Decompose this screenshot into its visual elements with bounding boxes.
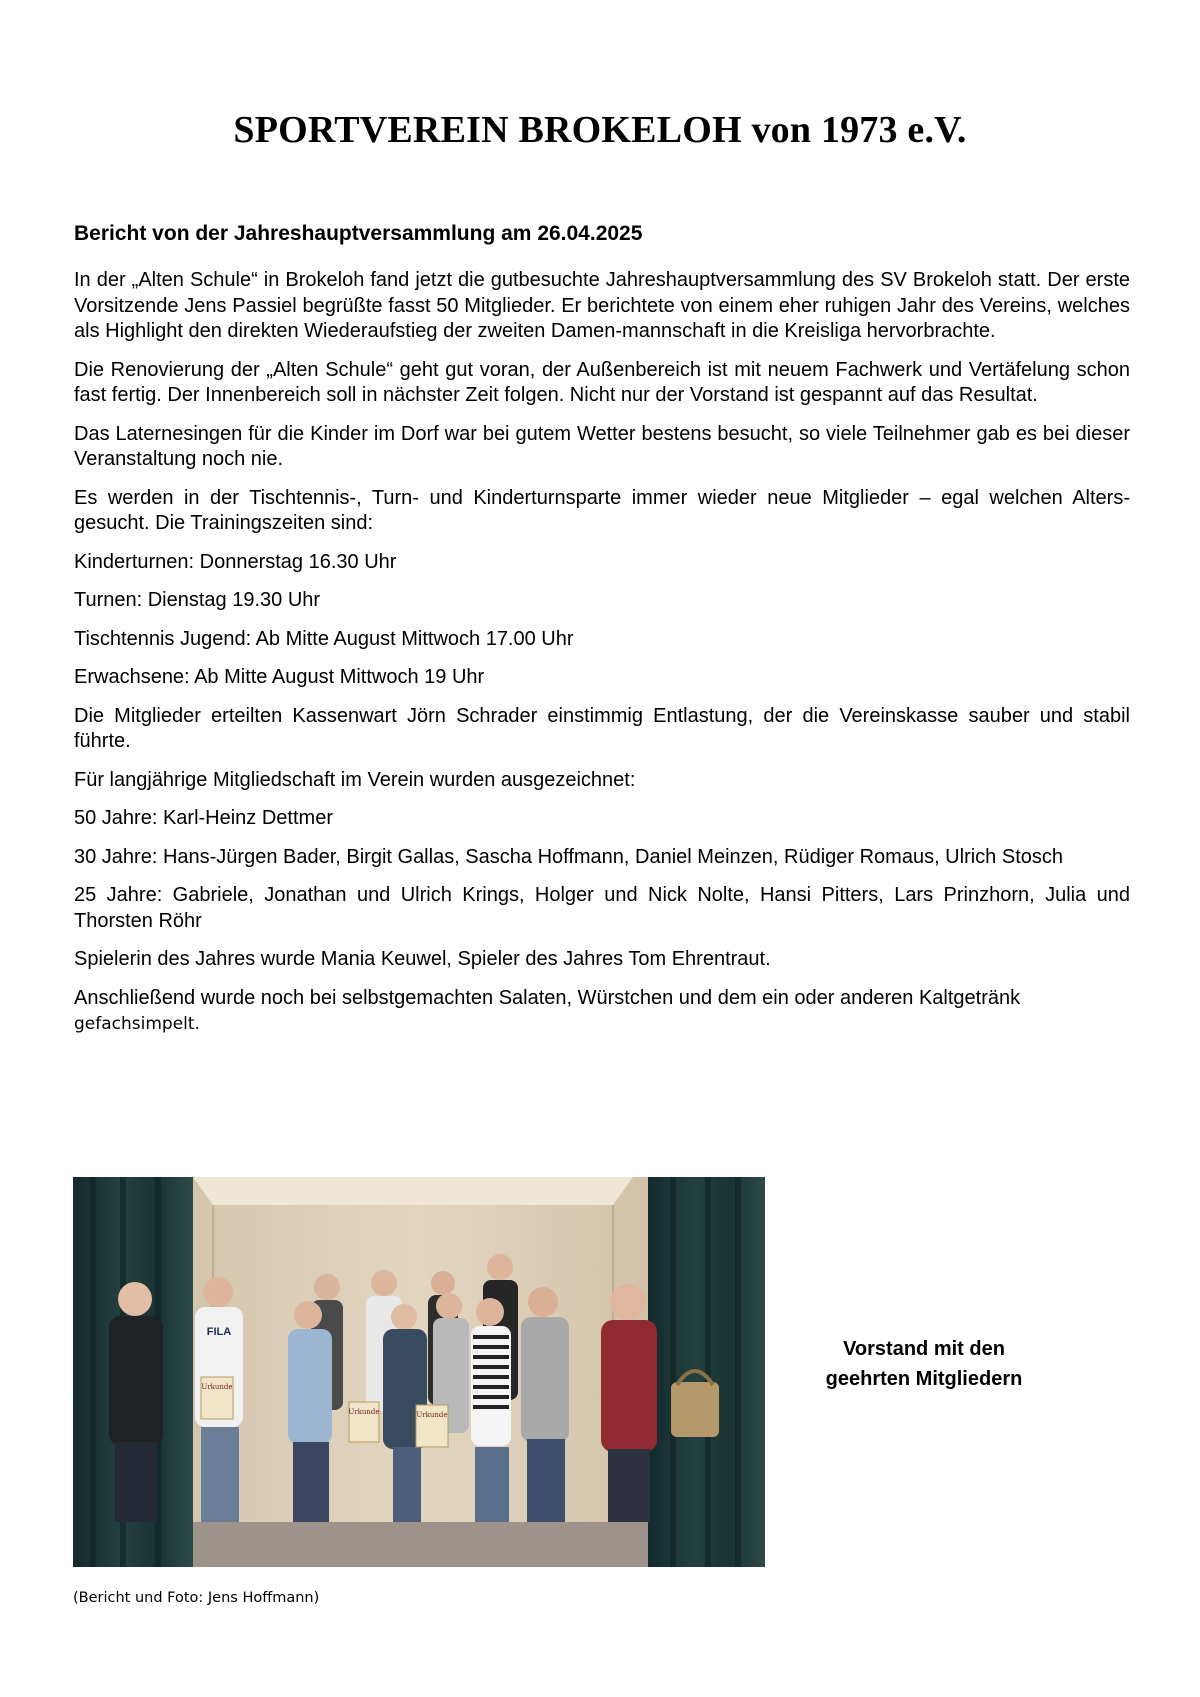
certificate-label: Urkunde: [201, 1383, 233, 1391]
honors-50-years: 50 Jahre: Karl-Heinz Dettmer: [74, 807, 333, 829]
page-title: SPORTVEREIN BROKELOH von 1973 e.V.: [233, 109, 967, 151]
paragraph-treasurer: Die Mitglieder erteilten Kassenwart Jörn Schrader einstimmig Entlastung, der die Vereinskasse sauber und stabil führte.: [74, 704, 1130, 752]
training-time-kinderturnen: Kinderturnen: Donnerstag 16.30 Uhr: [74, 550, 397, 573]
photo-credit: (Bericht und Foto: Jens Hoffmann): [73, 1590, 320, 1606]
certificate-label: Urkunde: [348, 1408, 380, 1416]
photo-caption-line-1: Vorstand mit den: [843, 1338, 1005, 1360]
paragraph-lantern-singing: Das Laternesingen für die Kinder im Dorf war bei gutem Wetter bestens besucht, so viele Teilnehmer gab es bei dieser Veranstaltung noch nie.: [74, 422, 1130, 470]
paragraph-closing: [74, 986, 1130, 1038]
report-body: [74, 268, 1130, 1051]
players-of-the-year: Spielerin des Jahres wurde Mania Keuwel, Spieler des Jahres Tom Ehrentraut.: [74, 948, 771, 970]
paragraph-renovation: Die Renovierung der „Alten Schule“ geht gut voran, der Außenbereich ist mit neuem Fachwerk und Vertäfelung schon fast fertig. Der Innenbereich soll in nächster Zeit folgen. Nicht nur der Vorstand ist gespannt auf das Resultat.: [74, 358, 1130, 406]
shirt-print: FILA: [206, 1326, 232, 1338]
honors-30-years: 30 Jahre: Hans-Jürgen Bader, Birgit Gallas, Sascha Hoffmann, Daniel Meinzen, Rüdiger Romaus, Ulrich Stosch: [74, 845, 1063, 868]
report-heading: Bericht von der Jahreshauptversammlung am 26.04.2025: [74, 222, 643, 245]
paragraph-new-members: Es werden in der Tischtennis-, Turn- und Kinderturnsparte immer wieder neue Mitglieder – egal welchen Alters- gesucht. Die Trainingszeiten sind:: [74, 486, 1130, 534]
closing-line-2: gefachsimpelt.: [74, 1014, 200, 1034]
certificate-label: Urkunde: [416, 1411, 448, 1419]
training-time-tischtennis-jugend: Tischtennis Jugend: Ab Mitte August Mittwoch 17.00 Uhr: [74, 627, 574, 650]
honors-25-years: 25 Jahre: Gabriele, Jonathan und Ulrich Krings, Holger und Nick Nolte, Hansi Pitters, Lars Prinzhorn, Julia und Thorsten Röhr: [74, 884, 1130, 932]
photo-caption: [800, 1334, 1048, 1394]
closing-line-1: Anschließend wurde noch bei selbstgemachten Salaten, Würstchen und dem ein oder anderen Kaltgetränk: [74, 986, 1021, 1009]
paragraph-intro: In der „Alten Schule“ in Brokeloh fand jetzt die gutbesuchte Jahreshauptversammlung des SV Brokeloh statt. Der erste Vorsitzende Jens Passiel begrüßte fasst 50 Mitglieder. Er berichtete von einem eher ruhigen Jahr des Vereins, welches als Highlight den direkten Wiederaufstieg der zweiten Damen-mannschaft in die Kreisliga hervorbrachte.: [74, 269, 1130, 342]
photo-caption-line-2: geehrten Mitgliedern: [825, 1368, 1023, 1390]
training-time-turnen: Turnen: Dienstag 19.30 Uhr: [74, 589, 321, 611]
training-time-erwachsene: Erwachsene: Ab Mitte August Mittwoch 19 Uhr: [74, 666, 485, 688]
group-photo: [73, 1177, 765, 1567]
paragraph-honors-intro: Für langjährige Mitgliedschaft im Verein wurden ausgezeichnet:: [74, 768, 636, 791]
